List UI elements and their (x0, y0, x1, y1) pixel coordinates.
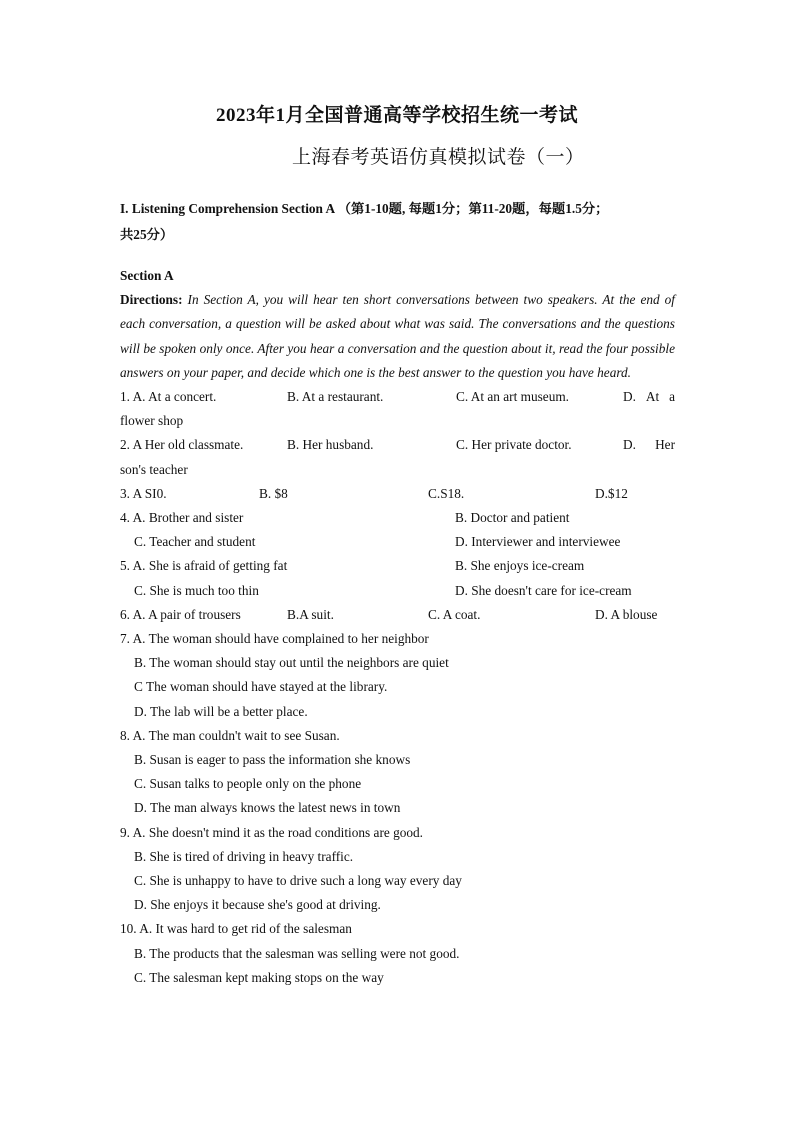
q2-d-part1: D. (623, 437, 636, 453)
q1-option-a: 1. A. At a concert. (120, 389, 217, 405)
q7-option-a: 7. A. The woman should have complained to her neighbor (120, 631, 429, 647)
question-5 (120, 554, 675, 578)
q7-option-b: B. The woman should stay out until the neighbors are quiet (134, 655, 449, 671)
q10-option-c: C. The salesman kept making stops on the way (134, 969, 384, 985)
q1-d-part2: At (645, 389, 660, 405)
part-heading-line2: 共25分） (120, 227, 174, 242)
q9-option-b: B. She is tired of driving in heavy traffic. (134, 848, 354, 864)
q1-d-part3: a (669, 389, 675, 405)
q9-option-a: 9. A. She doesn't mind it as the road conditions are good. (120, 824, 424, 840)
question-4-row2 (120, 530, 675, 554)
q9-option-d: D. She enjoys it because she's good at driving. (134, 897, 381, 913)
q3-option-a: 3. A SI0. (120, 485, 167, 501)
q5-option-d: D. She doesn't care for ice-cream (455, 582, 632, 598)
q3-option-c: C.S18. (428, 485, 465, 501)
q6-option-b: B.A suit. (287, 606, 334, 622)
q2-option-c: C. Her private doctor. (456, 437, 572, 453)
q10-option-a: 10. A. It was hard to get rid of the salesman (120, 921, 352, 937)
q8-option-d: D. The man always knows the latest news in town (134, 800, 401, 816)
q4-option-b: B. Doctor and patient (455, 510, 570, 526)
q6-option-d: D. A blouse (595, 606, 658, 622)
q5-option-a: 5. A. She is afraid of getting fat (120, 558, 288, 574)
question-3 (120, 482, 675, 506)
q7-option-d: D. The lab will be a better place. (134, 703, 308, 719)
q2-option-d-cont: son's teacher (120, 461, 188, 477)
question-2 (120, 433, 675, 457)
q1-option-d-cont: flower shop (120, 413, 184, 429)
q8-option-a: 8. A. The man couldn't wait to see Susan. (120, 727, 340, 743)
q3-option-b: B. $8 (259, 485, 288, 501)
question-5-row2 (120, 579, 675, 603)
q3-option-d: D.$12 (595, 485, 628, 501)
q2-option-d (623, 433, 675, 457)
q2-option-b: B. Her husband. (287, 437, 374, 453)
q2-option-a: 2. A Her old classmate. (120, 437, 244, 453)
question-6 (120, 603, 675, 627)
question-1 (120, 385, 675, 409)
q4-option-a: 4. A. Brother and sister (120, 510, 244, 526)
q7-option-c: C The woman should have stayed at the library. (134, 679, 388, 695)
q10-option-b: B. The products that the salesman was selling were not good. (134, 945, 460, 961)
question-4 (120, 506, 675, 530)
section-a-label: Section A (120, 268, 174, 283)
q4-option-c: C. Teacher and student (134, 534, 256, 550)
q5-option-c: C. She is much too thin (134, 582, 259, 598)
q8-option-c: C. Susan talks to people only on the phone (134, 776, 362, 792)
part-heading (120, 196, 675, 248)
q1-d-part1: D. (623, 389, 636, 405)
q6-option-c: C. A coat. (428, 606, 481, 622)
exam-content (120, 196, 675, 990)
q4-option-d: D. Interviewer and interviewee (455, 534, 621, 550)
directions-label: Directions: (120, 292, 183, 308)
q1-option-c: C. At an art museum. (456, 389, 570, 405)
exam-subtitle: 上海春考英语仿真模拟试卷（一） (292, 147, 585, 168)
exam-title: 2023年1月全国普通高等学校招生统一考试 (215, 105, 578, 126)
q5-option-b: B. She enjoys ice-cream (455, 558, 585, 574)
directions-text: In Section A, you will hear ten short conversations between two speakers. At the end of each conversation, a question will be asked about what was said. The conversations and the questions will be spoken only once. After you hear a conversation and the question about it, read the four possible answers on your paper, and decide which one is the best answer to the question you have heard. (120, 292, 675, 380)
q6-option-a: 6. A. A pair of trousers (120, 606, 241, 622)
q1-option-b: B. At a restaurant. (287, 389, 384, 405)
q1-option-d (623, 385, 675, 409)
directions (120, 288, 675, 385)
q9-option-c: C. She is unhappy to have to drive such a long way every day (134, 873, 462, 889)
q2-d-part2: Her (655, 437, 675, 453)
q8-option-b: B. Susan is eager to pass the information she knows (134, 752, 411, 768)
part-heading-line1: I. Listening Comprehension Section A （第1-10题, 每题1分；第11-20题，每题1.5分； (120, 201, 609, 216)
